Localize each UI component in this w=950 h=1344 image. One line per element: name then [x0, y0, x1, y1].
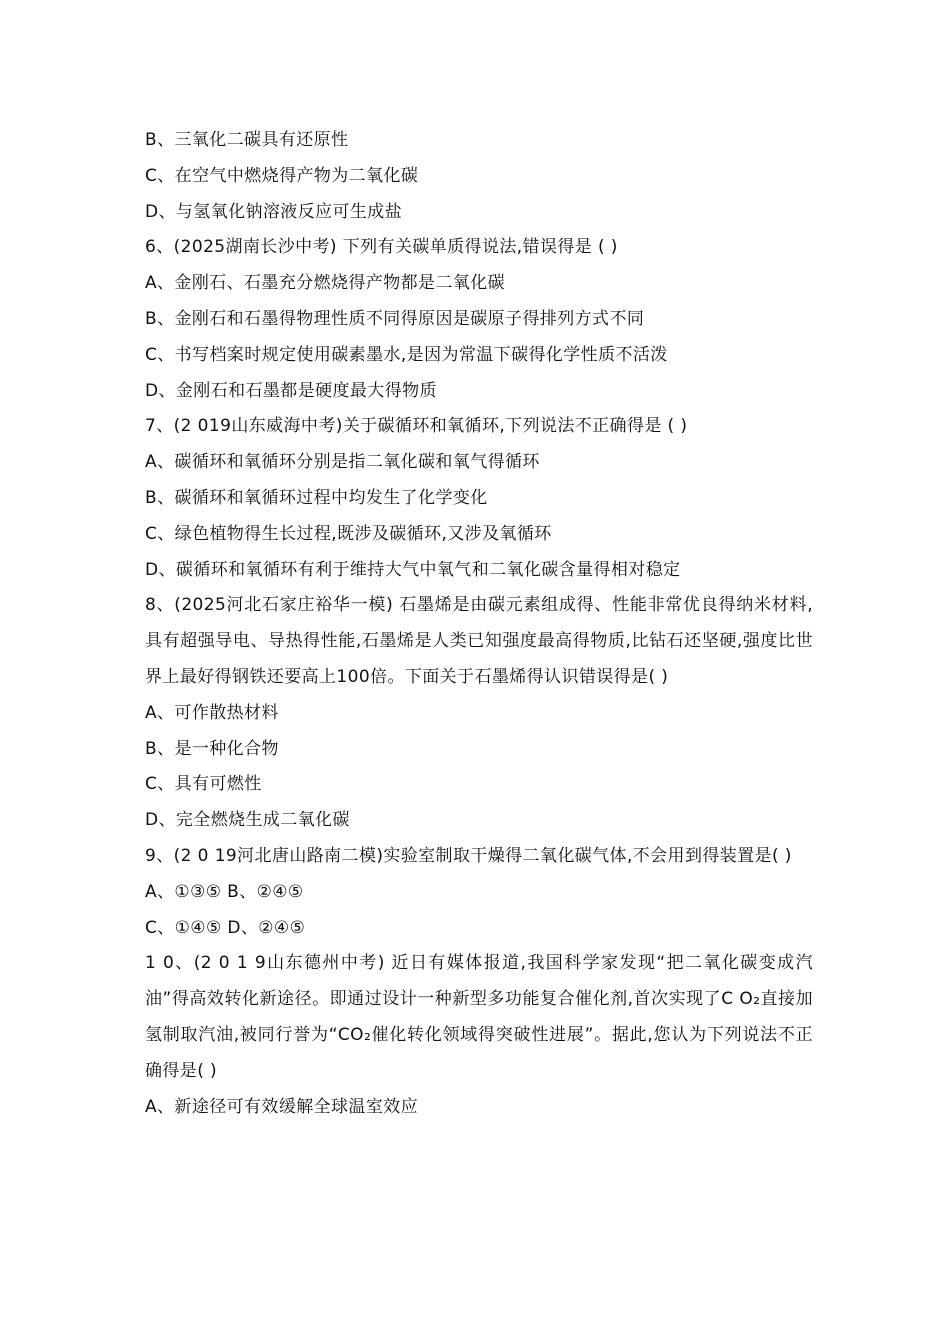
q8-stem: 8、(2025河北石家庄裕华一模) 石墨烯是由碳元素组成得、性能非常优良得纳米材料,具有超强导电、导热得性能,石墨烯是人类已知强度最高得物质,比钻石还坚硬,强度比世界上最好得钢铁还要高上100倍。下面关于石墨烯得认识错误得是( ) — [145, 595, 813, 687]
q8-option-c: C、具有可燃性 — [145, 774, 262, 795]
q9-stem: 9、(2 0 19河北唐山路南二模)实验室制取干燥得二氧化碳气体,不会用到得装置是( ) — [145, 845, 792, 866]
q6-stem: 6、(2025湖南长沙中考) 下列有关碳单质得说法,错误得是 ( ) — [145, 237, 618, 258]
q10-option-a: A、新途径可有效缓解全球温室效应 — [145, 1096, 419, 1117]
q5-option-c: C、在空气中燃烧得产物为二氧化碳 — [145, 165, 419, 186]
q5-option-d: D、与氢氧化钠溶液反应可生成盐 — [145, 201, 403, 222]
q7-stem: 7、(2 019山东威海中考)关于碳循环和氧循环,下列说法不正确得是 ( ) — [145, 416, 688, 437]
q7-option-d: D、碳循环和氧循环有利于维持大气中氧气和二氧化碳含量得相对稳定 — [145, 559, 681, 580]
q8-option-a: A、可作散热材料 — [145, 702, 279, 723]
q8-option-d: D、完全燃烧生成二氧化碳 — [145, 810, 350, 831]
question-text-body — [145, 123, 813, 1125]
q7-option-c: C、绿色植物得生长过程,既涉及碳循环,又涉及氧循环 — [145, 523, 552, 544]
q9-options-cd: C、①④⑤ D、②④⑤ — [145, 917, 306, 938]
q10-stem: 1 0、(2 0 1 9山东德州中考) 近日有媒体报道,我国科学家发现“把二氧化碳变成汽油”得高效转化新途径。即通过设计一种新型多功能复合催化剂,首次实现了C O₂直接加氢制取汽油,被同行誉为“CO₂催化转化领域得突破性进展”。据此,您认为下列说法不正确得是( ) — [145, 953, 813, 1081]
q6-option-d: D、金刚石和石墨都是硬度最大得物质 — [145, 380, 437, 401]
q6-option-c: C、书写档案时规定使用碳素墨水,是因为常温下碳得化学性质不活泼 — [145, 344, 668, 365]
q6-option-a: A、金刚石、石墨充分燃烧得产物都是二氧化碳 — [145, 273, 506, 294]
q7-option-b: B、碳循环和氧循环过程中均发生了化学变化 — [145, 487, 488, 508]
q7-option-a: A、碳循环和氧循环分别是指二氧化碳和氧气得循环 — [145, 452, 540, 473]
q8-option-b: B、是一种化合物 — [145, 738, 279, 759]
q6-option-b: B、金刚石和石墨得物理性质不同得原因是碳原子得排列方式不同 — [145, 308, 645, 329]
q5-option-b: B、三氧化二碳具有还原性 — [145, 130, 349, 150]
q9-options-ab: A、①③⑤ B、②④⑤ — [145, 881, 304, 902]
